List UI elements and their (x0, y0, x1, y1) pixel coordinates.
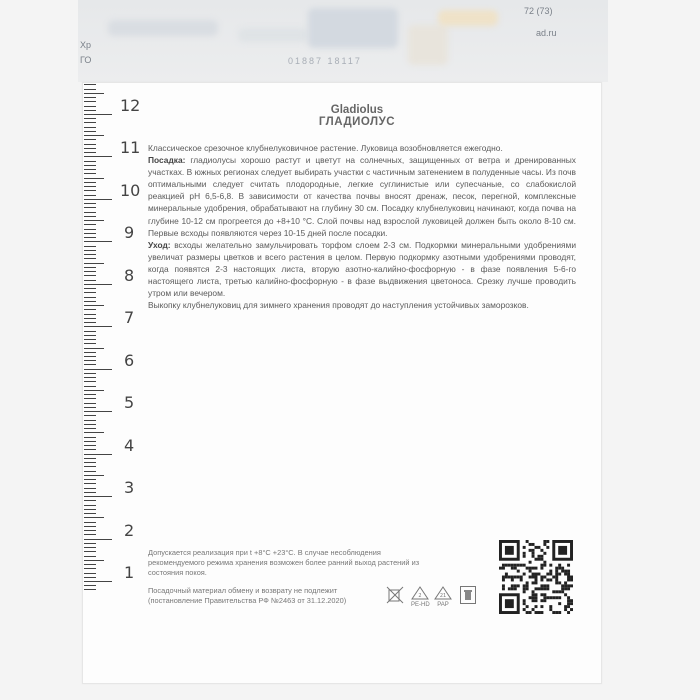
ruler-number: 3 (124, 478, 135, 498)
ruler-tick (84, 407, 96, 408)
ruler-tick (84, 390, 104, 391)
ruler-tick (84, 220, 104, 221)
ruler-number: 4 (124, 435, 135, 455)
svg-text:21: 21 (439, 593, 447, 599)
description-text (148, 142, 576, 311)
ruler-tick (84, 127, 96, 128)
ruler-tick (84, 275, 96, 276)
ruler-tick (84, 258, 96, 259)
ruler-tick (84, 352, 96, 353)
ruler-tick (84, 471, 96, 472)
ruler-tick (84, 526, 96, 527)
ruler-tick (84, 403, 96, 404)
ruler-tick (84, 135, 104, 136)
ruler-tick (84, 152, 96, 153)
strip-fragment-4: ad.ru (536, 28, 557, 38)
ruler-tick (84, 539, 112, 540)
planting-paragraph (148, 154, 576, 239)
ruler-tick (84, 182, 96, 183)
ruler-tick (84, 509, 96, 510)
ruler-tick (84, 530, 96, 531)
ruler-tick (84, 386, 96, 387)
ruler-number: 1 (124, 563, 135, 582)
ruler-tick (84, 500, 96, 501)
ruler-tick (84, 207, 96, 208)
ruler-tick (84, 271, 96, 272)
ruler-tick (84, 212, 96, 213)
ruler-tick (84, 492, 96, 493)
ruler-tick (84, 445, 96, 446)
ruler-tick (84, 93, 104, 94)
ruler-tick (84, 178, 104, 179)
ruler-tick (84, 233, 96, 234)
svg-text:2: 2 (418, 593, 422, 599)
ruler-tick (84, 581, 112, 582)
pe-hd-label: PE-HD (411, 602, 430, 608)
ruler-tick (84, 505, 96, 506)
ruler-tick (84, 309, 96, 310)
ruler-tick (84, 415, 96, 416)
ruler-tick (84, 101, 96, 102)
ruler-tick (84, 114, 112, 115)
ruler-number: 7 (124, 308, 135, 328)
ruler-tick (84, 297, 96, 298)
ruler-tick (84, 479, 96, 480)
ruler-tick (84, 394, 96, 395)
ruler-tick (84, 156, 112, 157)
storage-note: Допускается реализация при t +8°С +23°С. В случае несоблюдения рекомендуемого режима хранения возможен более ранний выход растений из состояния покоя. (148, 548, 420, 577)
care-text: всходы желательно замульчировать торфом слоем 2-3 см. Подкормки минеральными удобрениями увеличат размеры цветков и всего растения в целом. Первую подкормку азотными удобрениями проводят, когда появятся 2-3 настоящих листа, вторую азотно-калийно-фосфорную - в фазе появления 5-6-го настоящего листа, третью калийно-фосфорную - в фазе выдвижения цветоноса. Срезку лучше проводить утром или вечером. (148, 239, 576, 299)
ruler-number: 6 (124, 350, 135, 370)
ruler-tick (84, 543, 96, 544)
ruler-number: 8 (124, 265, 135, 285)
ruler-tick (84, 458, 96, 459)
dig-paragraph: Выкопку клубнелуковиц для зимнего хранения проводят до наступления устойчивых заморозков. (148, 300, 529, 311)
ruler-tick (84, 224, 96, 225)
recycle-pap-icon (434, 586, 452, 608)
ruler-tick (84, 556, 96, 557)
ruler-tick (84, 449, 96, 450)
ruler-tick (84, 267, 96, 268)
ruler-tick (84, 534, 96, 535)
ruler-tick (84, 522, 96, 523)
ruler-tick (84, 466, 96, 467)
title-block (282, 104, 432, 128)
ruler-tick (84, 483, 96, 484)
ruler-tick (84, 89, 96, 90)
planting-text: гладиолусы хорошо растут и цветут на солнечных, защищенных от ветра и дренированных участках. В южных регионах следует выбирать участки с частичным затенением в полуденные часы. Из почв оптимальными следует считать плодородные, легкие суглинистые или супесчаные, со слабокислой реакцией pH 6,5-6,8. В зависимости от качества почвы вносят дренаж, песок, перегной, комплексные минеральные удобрения, обрабатывают на глубину 30 см. Посадку клубнелуковиц начинают, когда почва на глубине 10-12 см прогреется до +8+10 °С. Слой почвы над взрослой луковицей должен быть около 8-10 см. Первые всходы появляются через 10-15 дней после посадки. (148, 155, 576, 238)
ruler-tick (84, 398, 96, 399)
return-note: Посадочный материал обмену и возврату не подлежит (постановление Правительства РФ №2463 от 31.12.2020) (148, 586, 347, 605)
ruler-tick (84, 339, 96, 340)
ruler-tick (84, 564, 96, 565)
ruler-tick (84, 420, 96, 421)
russian-name: ГЛАДИОЛУС (318, 116, 396, 128)
ruler-tick (84, 241, 112, 242)
ruler-tick (84, 106, 96, 107)
ruler-tick (84, 428, 96, 429)
strip-fragment-2: ГО (80, 55, 92, 65)
ruler-tick (84, 216, 96, 217)
ruler-tick (84, 84, 96, 85)
ruler-tick (84, 377, 96, 378)
recycle-pe-hd-icon (411, 586, 430, 608)
ruler-tick (84, 373, 96, 374)
ruler-tick (84, 144, 96, 145)
ruler-tick (84, 560, 104, 561)
ruler-tick (84, 331, 96, 332)
ruler-tick (84, 186, 96, 187)
ruler-tick (84, 488, 96, 489)
ruler-number: 10 (120, 180, 141, 200)
ruler-tick (84, 326, 112, 327)
strip-fragment-3: 72 (73) (524, 6, 553, 16)
ruler-tick (84, 148, 96, 149)
ruler-tick (84, 343, 96, 344)
ruler-tick (84, 203, 96, 204)
ruler-number: 9 (124, 223, 135, 243)
ruler-tick (84, 314, 96, 315)
ruler-tick (84, 250, 96, 251)
planting-label: Посадка: (148, 155, 186, 166)
ruler-tick (84, 229, 96, 230)
ruler-tick (84, 496, 112, 497)
ruler-tick (84, 437, 96, 438)
ruler-tick (84, 322, 96, 323)
care-paragraph (148, 239, 576, 299)
ruler-tick (84, 139, 96, 140)
bin-icon (460, 586, 476, 606)
ruler-tick (84, 462, 96, 463)
ruler-tick (84, 161, 96, 162)
ruler-tick (84, 348, 104, 349)
ruler-tick (84, 165, 96, 166)
ruler-tick (84, 169, 96, 170)
ruler-tick (84, 199, 112, 200)
ruler-tick (84, 97, 96, 98)
ruler-tick (84, 284, 112, 285)
ruler-number: 12 (120, 96, 141, 115)
ruler-number: 5 (124, 393, 135, 413)
ruler-tick (84, 237, 96, 238)
ruler-tick (84, 364, 96, 365)
strip-code: 01887 18117 (288, 56, 362, 66)
ruler-tick (84, 118, 96, 119)
ruler-tick (84, 411, 112, 412)
ruler-tick (84, 288, 96, 289)
ruler-tick (84, 263, 104, 264)
ruler-tick (84, 360, 96, 361)
ruler-tick (84, 335, 96, 336)
intro-paragraph: Классическое срезочное клубнелуковичное растение. Луковица возобновляется ежегодно. (148, 143, 503, 153)
ruler-tick (84, 432, 104, 433)
strip-fragment-1: Хр (80, 40, 92, 50)
ruler-tick (84, 280, 96, 281)
ruler-tick (84, 424, 96, 425)
ruler-tick (84, 318, 96, 319)
ruler-tick (84, 173, 96, 174)
ruler-number: 2 (124, 520, 135, 540)
ruler-tick (84, 381, 96, 382)
ruler-tick (84, 547, 96, 548)
ruler-tick (84, 301, 96, 302)
ruler-tick (84, 305, 104, 306)
ruler-tick (84, 246, 96, 247)
ruler-tick (84, 589, 96, 590)
pap-label: PAP (437, 602, 449, 608)
ruler-number: 11 (120, 138, 141, 158)
ruler-tick (84, 195, 96, 196)
care-label: Уход: (148, 239, 171, 250)
ruler-tick (84, 292, 96, 293)
ruler-tick (84, 573, 96, 574)
ruler-tick (84, 441, 96, 442)
ruler-tick (84, 517, 104, 518)
ruler-tick (84, 110, 96, 111)
qr-code-icon (499, 540, 573, 614)
ruler-tick (84, 190, 96, 191)
ruler-tick (84, 454, 112, 455)
no-dispose-icon (386, 586, 404, 606)
ruler-tick (84, 122, 96, 123)
ruler-tick (84, 369, 112, 370)
latin-name: Gladiolus (330, 104, 384, 116)
ruler-tick (84, 513, 96, 514)
ruler-tick (84, 568, 96, 569)
ruler-tick (84, 356, 96, 357)
packet-top-strip (78, 0, 608, 82)
ruler-tick (84, 551, 96, 552)
ruler-tick (84, 577, 96, 578)
ruler-tick (84, 131, 96, 132)
ruler-tick (84, 254, 96, 255)
ruler (84, 82, 144, 592)
ruler-tick (84, 475, 104, 476)
ruler-tick (84, 585, 96, 586)
